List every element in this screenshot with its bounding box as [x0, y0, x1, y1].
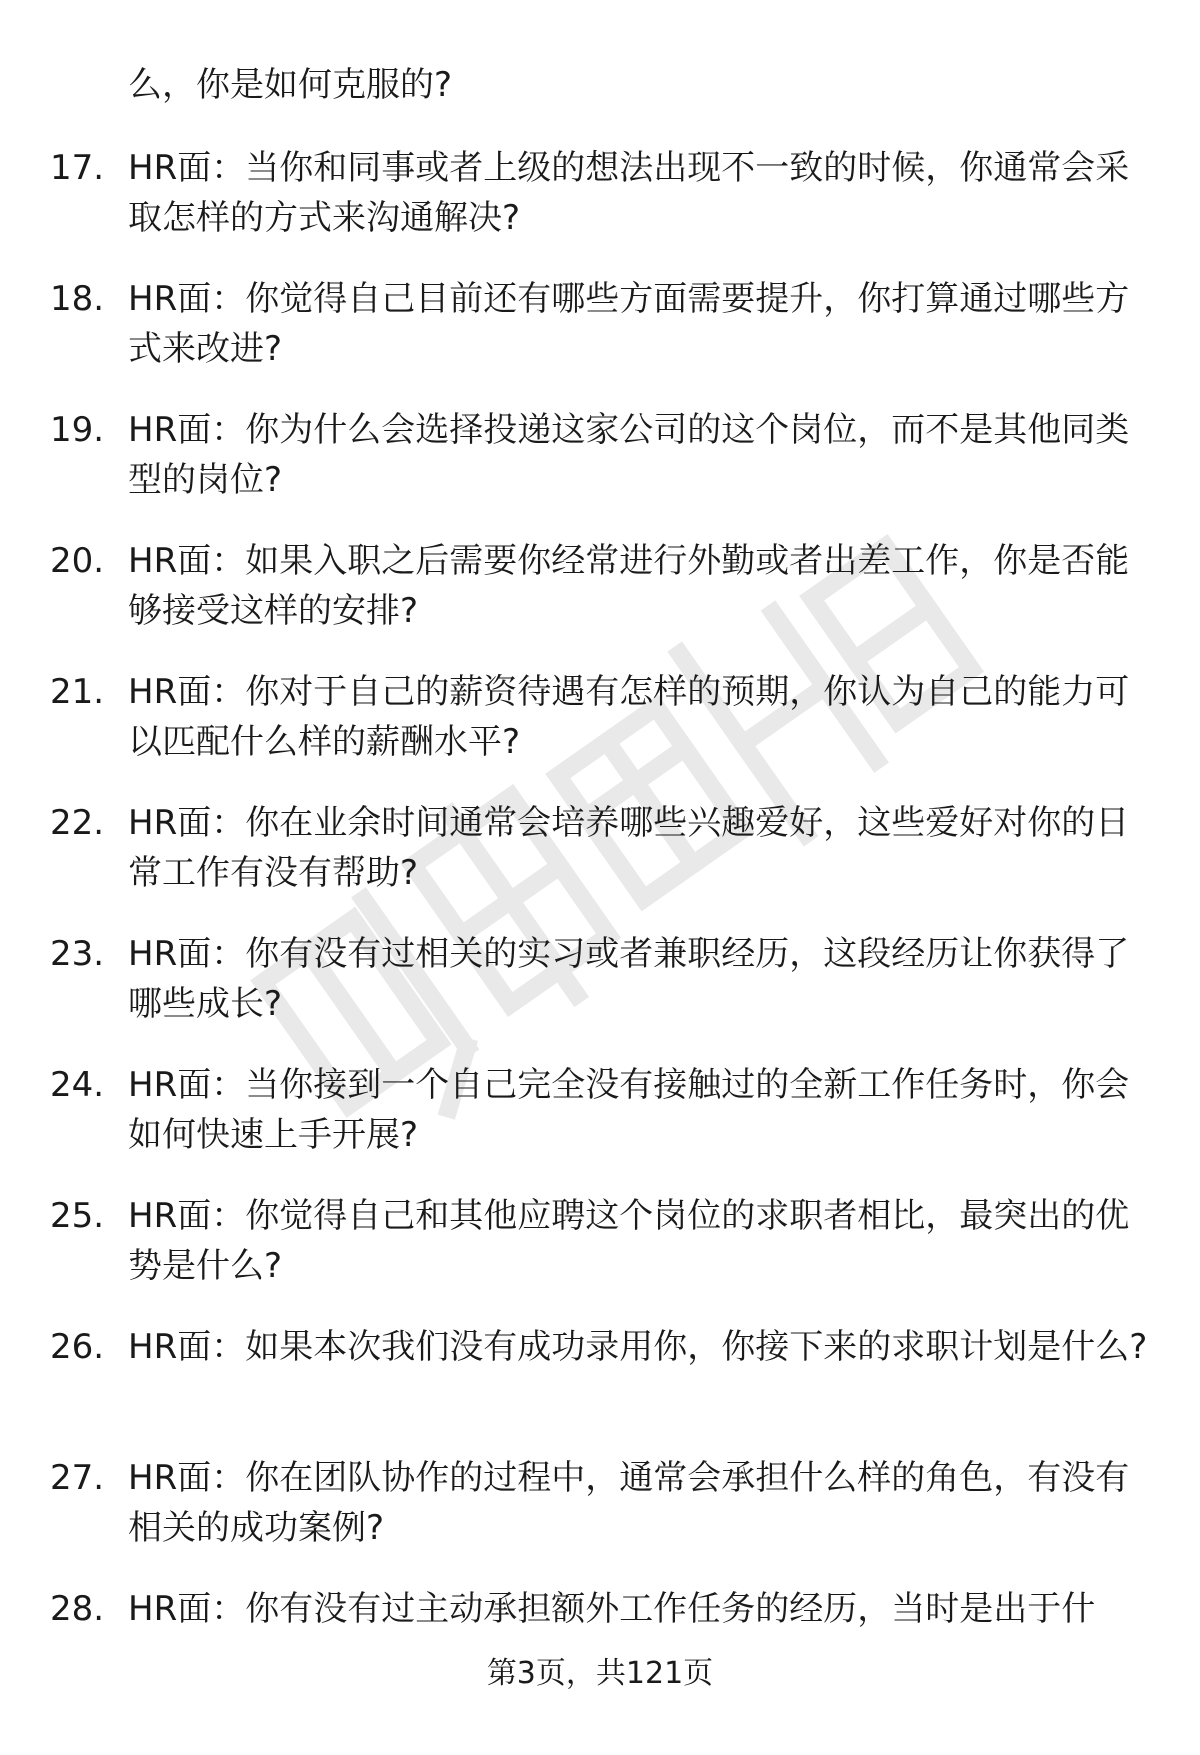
question-text: HR面：你在业余时间通常会培养哪些兴趣爱好，这些爱好对你的日常工作有没有帮助? [128, 803, 1130, 893]
question-text: HR面：你在团队协作的过程中，通常会承担什么样的角色，有没有相关的成功案例? [128, 1458, 1130, 1548]
list-item [50, 1453, 1160, 1584]
question-text: HR面：如果入职之后需要你经常进行外勤或者出差工作，你是否能够接受这样的安排? [128, 541, 1130, 631]
continuation-text: 么，你是如何克服的? [128, 65, 453, 105]
page-footer: 第3页，共121页 [486, 1656, 714, 1691]
question-text: HR面：你有没有过主动承担额外工作任务的经历，当时是出于什 [128, 1589, 1096, 1629]
list-item [50, 536, 1160, 667]
list-item [50, 1060, 1160, 1191]
question-number: 18. [50, 279, 105, 319]
list-item [50, 1584, 1160, 1644]
question-text: HR面：如果本次我们没有成功录用你，你接下来的求职计划是什么? [128, 1327, 1148, 1367]
list-item [50, 1322, 1160, 1453]
question-text: HR面：你觉得自己和其他应聘这个岗位的求职者相比，最突出的优势是什么? [128, 1196, 1130, 1286]
question-text: HR面：当你和同事或者上级的想法出现不一致的时候，你通常会采取怎样的方式来沟通解决? [128, 148, 1130, 238]
list-item [50, 274, 1160, 405]
question-number: 27. [50, 1458, 105, 1498]
question-number: 19. [50, 410, 105, 450]
question-number: 28. [50, 1589, 105, 1629]
question-text: HR面：你对于自己的薪资待遇有怎样的预期，你认为自己的能力可以匹配什么样的薪酬水平? [128, 672, 1130, 762]
list-item [50, 405, 1160, 536]
list-item [50, 929, 1160, 1060]
list-item [50, 1191, 1160, 1322]
question-text: HR面：你有没有过相关的实习或者兼职经历，这段经历让你获得了哪些成长? [128, 934, 1130, 1024]
question-number: 20. [50, 541, 105, 581]
question-number: 24. [50, 1065, 105, 1105]
question-text: HR面：你觉得自己目前还有哪些方面需要提升，你打算通过哪些方式来改进? [128, 279, 1130, 369]
question-number: 21. [50, 672, 105, 712]
question-number: 23. [50, 934, 105, 974]
question-number: 25. [50, 1196, 105, 1236]
list-item [50, 667, 1160, 798]
list-item [50, 143, 1160, 274]
question-number: 22. [50, 803, 105, 843]
question-text: HR面：当你接到一个自己完全没有接触过的全新工作任务时，你会如何快速上手开展? [128, 1065, 1130, 1155]
question-number: 17. [50, 148, 105, 188]
list-item [50, 798, 1160, 929]
question-list [50, 143, 1160, 1644]
question-number: 26. [50, 1327, 105, 1367]
question-text: HR面：你为什么会选择投递这家公司的这个岗位，而不是其他同类型的岗位? [128, 410, 1130, 500]
